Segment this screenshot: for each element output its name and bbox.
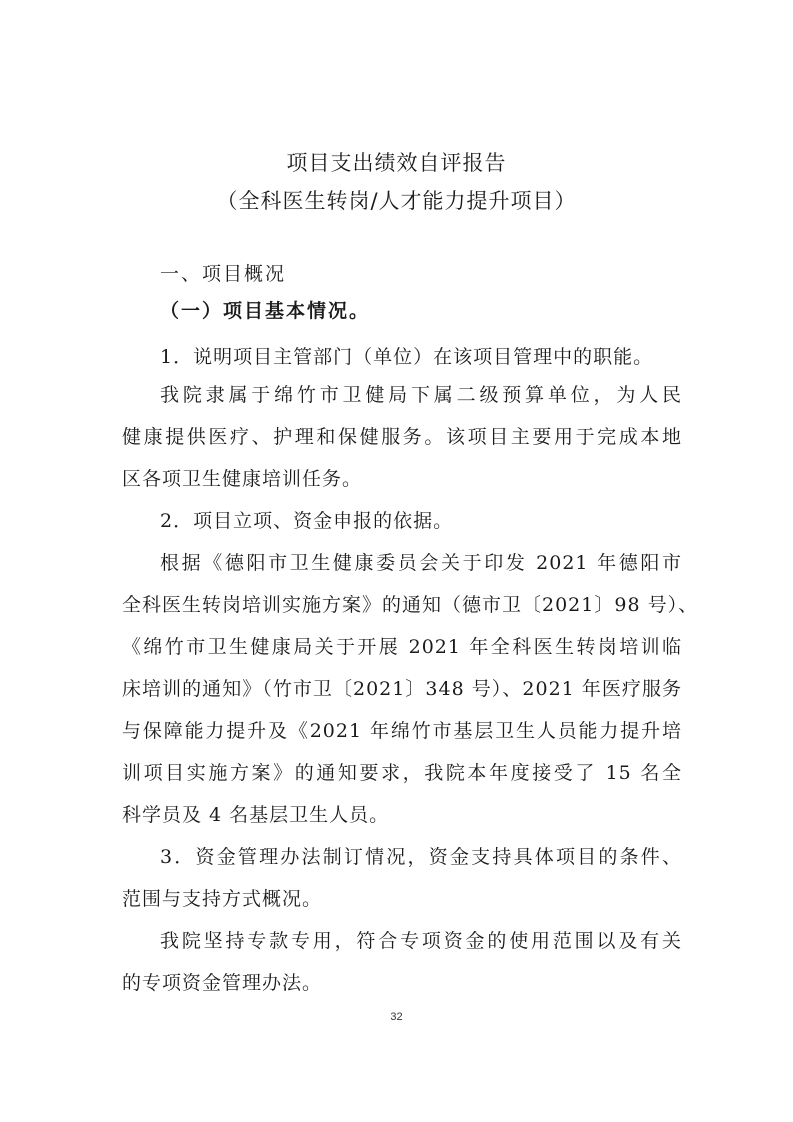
page-number: 32	[390, 1011, 403, 1023]
paragraph-line: 健康提供医疗、护理和保健服务。该项目主要用于完成本地	[122, 426, 682, 448]
item3-heading-cont: 范围与支持方式概况。	[122, 888, 323, 910]
paragraph-line: 全科医生转岗培训实施方案》的通知（德市卫〔2021〕98 号）、	[122, 594, 699, 616]
paragraph-line: 床培训的通知》（竹市卫〔2021〕348 号）、2021 年医疗服务	[122, 678, 682, 700]
paragraph-line: 我院坚持专款专用，符合专项资金的使用范围以及有关	[160, 930, 682, 952]
item1-heading: 1．说明项目主管部门（单位）在该项目管理中的职能。	[160, 346, 654, 368]
paragraph-line: 根据《德阳市卫生健康委员会关于印发 2021 年德阳市	[160, 552, 682, 574]
paragraph-line: 的专项资金管理办法。	[122, 972, 323, 994]
item3-heading: 3．资金管理办法制订情况，资金支持具体项目的条件、	[160, 846, 682, 868]
paragraph-line: 《绵竹市卫生健康局关于开展 2021 年全科医生转岗培训临	[122, 636, 682, 658]
report-title: 项目支出绩效自评报告	[286, 151, 507, 175]
paragraph-line: 与保障能力提升及《2021 年绵竹市基层卫生人员能力提升培	[122, 720, 682, 742]
paragraph-line: 区各项卫生健康培训任务。	[122, 468, 363, 490]
paragraph-line: 我院隶属于绵竹市卫健局下属二级预算单位，为人民	[160, 384, 682, 406]
paragraph-line: 训项目实施方案》的通知要求，我院本年度接受了 15 名全	[122, 762, 682, 784]
item2-heading: 2．项目立项、资金申报的依据。	[160, 510, 454, 532]
paragraph-line: 科学员及 4 名基层卫生人员。	[122, 804, 390, 826]
section-heading-project-overview: 一、项目概况	[160, 263, 287, 285]
report-subtitle: （全科医生转岗/人才能力提升项目）	[216, 189, 577, 213]
subsection-heading-basic-info: （一）项目基本情况。	[160, 300, 371, 322]
